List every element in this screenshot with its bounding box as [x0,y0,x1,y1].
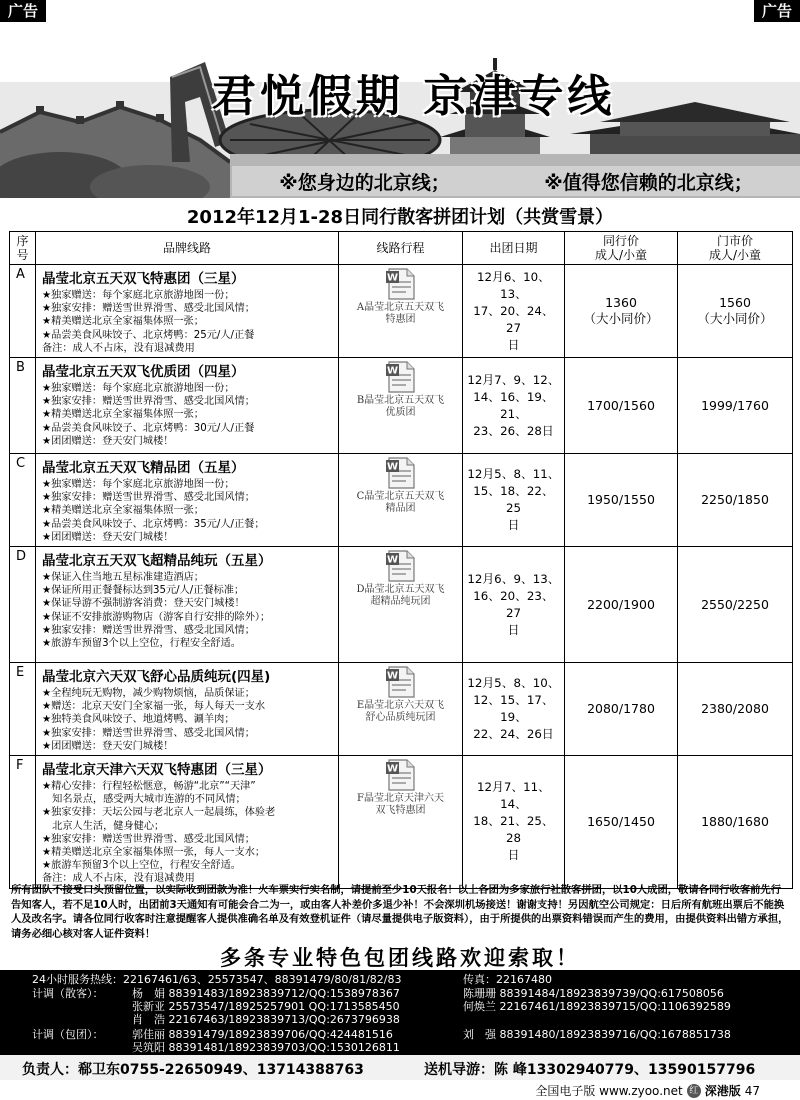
header-retail-price: 门市价 成人/小童 [678,232,793,265]
right-contact-liu: 刘 强 88391480/18923839716/QQ:1678851738 [463,1028,731,1041]
feature-item: ★品尝美食风味饺子、北京烤鸭：30元/人/正餐 [42,422,255,434]
fax-number: 传真：22167480 [463,973,552,986]
retail-price: 2250/1850 [678,454,793,547]
departure-dates: 12月7、11、14、 18、21、25、28 日 [463,756,565,889]
feature-item: 备注：成人不占床，没有退减费用 [42,873,195,885]
feature-item: ★保证导游不强制游客消费：登天安门城楼！ [42,598,245,610]
tour-schedule-table [9,231,793,889]
tour-name: 晶莹北京天津六天双飞特惠团（三星） [42,762,272,779]
row-index: E [10,663,36,756]
feature-item: ★精美赠送北京全家福集体照一张，每人一支水； [42,847,266,859]
feature-item: ★品尝美食风味饺子、北京烤鸭：25元/人/正餐 [42,329,255,341]
retail-price: 1999/1760 [678,358,793,454]
svg-text:W: W [386,554,398,566]
row-index: D [10,547,36,663]
feature-item: ★全程纯玩无购物，减少购物烦恼，品质保证； [42,688,255,700]
feature-item: ★保证所用正餐餐标达到35元/人/正餐标准； [42,585,245,597]
row-index: B [10,358,36,454]
feature-item: ★团团赠送：登天安门城楼！ [42,531,174,543]
peer-price: 1360 （大小同价） [565,265,678,358]
service-hotline: 24小时服务热线：22167461/63、25573547、88391479/80/81/82/83 [32,973,402,986]
ad-label-right: 广告 [754,0,800,22]
page-number: 47 [744,1083,760,1098]
header-brand: 品牌线路 [36,232,339,265]
slogan-bar [232,166,800,196]
sanke-label: 计调（散客）： [32,987,104,1000]
departure-dates: 12月6、9、13、 16、20、23、27 日 [463,547,565,663]
feature-item: ★独家赠送：每个家庭北京旅游地图一份； [42,383,235,395]
peer-price: 1700/1560 [565,358,678,454]
tour-name: 晶莹北京六天双飞舒心品质纯玩(四星) [42,669,271,686]
feature-item: ★旅游车预留3个以上空位，行程安全舒适。 [42,860,241,872]
feature-item: ★独家赠送：每个家庭北京旅游地图一份； [42,290,235,301]
right-contact: 何焕兰 22167461/18923839715/QQ:1106392589 [463,1000,731,1013]
word-document-icon [386,759,416,791]
route-doc-label[interactable]: A晶莹北京五天双飞 特惠团 [356,302,445,325]
svg-text:W: W [386,763,398,775]
header-peer-price: 同行价 成人/小童 [565,232,678,265]
baotuan-label: 计调（包团）： [32,1028,104,1041]
peer-price: 2080/1780 [565,663,678,756]
footer-contacts [0,1055,800,1080]
sanke-contact: 张新亚 25573547/18925257901 QQ:1713585450 [132,1000,400,1013]
route-doc-label[interactable]: B晶莹北京五天双飞 优质团 [356,395,445,419]
svg-text:W: W [386,365,398,377]
departure-dates: 12月7、9、12、 14、16、19、21、 23、26、28日 [463,358,565,454]
terms-notes: 所有团队不接受口头预留位置，以实际收到团款为准！火车票实行实名制，请提前至少10天报名！以上各团为多家旅行社散客拼团，以10人成团，敬请各同行收客前先行告知客人，若不足10人时，出团前3天通知有可能会合二为一，或由客人补差价多退少补！不会深圳机场接送！谢谢支持！另因航空公司规定：日后所有航班出票后不能换人及改名字。请各位同行收客时注意提醒客人提供准确名单及有效登机证件（请尽量提供电子版资料），由于所提供的出票资料错误而产生的费用，由提供资料出错方承担，请务必细心核对客人证件资料！ [11,884,789,940]
feature-item: ★品尝美食风味饺子、北京烤鸭：35元/人/正餐； [42,518,265,530]
retail-price: 1560 （大小同价） [678,265,793,358]
route-cell[interactable] [339,663,463,756]
feature-item: 备注：成人不占床，没有退减费用 [42,342,195,354]
feature-item: ★精心安排：行程轻松惬意，畅游“北京”“天津” [42,781,256,793]
feature-item: ★独家赠送：每个家庭北京旅游地图一份； [42,479,235,491]
route-doc-label[interactable]: D晶莹北京五天双飞 超精品纯玩团 [356,584,445,608]
peer-price: 2200/1900 [565,547,678,663]
route-cell[interactable] [339,358,463,454]
brand-cell [36,454,339,547]
row-index: A [10,265,36,358]
tour-name: 晶莹北京五天双飞超精品纯玩（五星） [42,553,272,570]
route-cell[interactable] [339,756,463,889]
tour-name: 晶莹北京五天双飞优质团（四星） [42,364,245,381]
row-index: F [10,756,36,889]
welcome-banner: 多条专业特色包团线路欢迎索取！ [220,946,580,970]
feature-item: ★旅游车预留3个以上空位，行程安全舒适。 [42,638,241,650]
route-cell[interactable] [339,265,463,358]
feature-item: ★精美赠送北京全家福集体照一张； [42,316,204,328]
word-document-icon [386,550,416,582]
table-row [10,756,793,889]
svg-text:W: W [386,670,398,682]
retail-price: 2380/2080 [678,663,793,756]
banner [0,22,800,198]
brand-cell [36,547,339,663]
tour-name: 晶莹北京五天双飞特惠团（三星） [42,271,245,287]
slogan-1: ※您身边的北京线； [279,171,450,194]
feature-item: ★精美赠送北京全家福集体照一张； [42,505,204,517]
departure-dates: 12月6、10、13、 17、20、24、27 日 [463,265,565,358]
baotuan-contact: 吴筑阳 88391481/18923839703/QQ:1530126811 [132,1041,400,1054]
table-header-row [10,232,793,265]
svg-text:W: W [386,461,398,473]
feature-item: ★保证不安排旅游购物店（游客自行安排的除外）； [42,611,271,623]
route-doc-label[interactable]: E晶莹北京六天双飞 舒心品质纯玩团 [356,700,445,724]
feature-item: ★独家安排：赠送雪世界滑雪、感受北国风情； [42,833,255,845]
brand-cell [36,756,339,889]
feature-item: ★独家安排：赠送雪世界滑雪、感受北国风情； [42,396,255,408]
feature-item: ★独家安排：赠送雪世界滑雪、感受北国风情； [42,727,255,739]
header-route: 线路行程 [339,232,463,265]
feature-item: ★独家安排：赠送雪世界滑雪、感受北国风情； [42,624,255,636]
tour-name: 晶莹北京五天双飞精品团（五星） [42,460,245,477]
ad-label-left: 广告 [0,0,46,22]
feature-item: 知名景点，感受两大城市连游的不同风情； [42,794,246,806]
brand-cell [36,358,339,454]
edition-info [535,1082,760,1099]
sanke-contact: 杨 娟 88391483/18923839712/QQ:1538978367 [132,987,400,1000]
manager-contact: 负责人：郗卫东0755-22650949、13714388763 [22,1062,364,1078]
edition-badge: 红 [687,1084,701,1098]
peer-price: 1650/1450 [565,756,678,889]
banner-title: 君悦假期 京津专线 [212,71,616,122]
edition-site: 全国电子版 www.zyoo.net [535,1084,683,1098]
feature-item: ★保证入住当地五星标准建造酒店； [42,572,204,584]
brand-cell [36,265,339,358]
departure-dates: 12月5、8、10、 12、15、17、19、 22、24、26日 [463,663,565,756]
table-row [10,547,793,663]
sanke-contact: 肖 浩 22167463/18923839713/QQ:2673796938 [132,1013,400,1026]
svg-text:W: W [386,272,398,284]
header-index: 序 号 [10,232,36,265]
edition-name: 深港版 [704,1084,741,1098]
guide-contact: 送机导游：陈 峰13302940779、13590157796 [424,1062,756,1078]
plan-title: 2012年12月1-28日同行散客拼团计划（共赏雪景） [186,207,614,228]
slogan-2: ※值得您信赖的北京线； [544,171,753,194]
header-dates: 出团日期 [463,232,565,265]
row-index: C [10,454,36,547]
table-row [10,454,793,547]
word-document-icon [386,268,416,300]
route-cell[interactable] [339,454,463,547]
table-row [10,663,793,756]
feature-item: 北京人生活，健身健心； [42,820,165,832]
retail-price: 1880/1680 [678,756,793,889]
feature-item: ★赠送：北京天安门全家福一张，每人每天一支水 [42,701,266,713]
departure-dates: 12月5、8、11、 15、18、22、25 日 [463,454,565,547]
word-document-icon [386,666,416,698]
feature-item: ★独家安排：天坛公园与老北京人一起晨练，体验老 [42,807,276,819]
feature-item: ★独家安排：赠送雪世界滑雪、感受北国风情； [42,492,255,504]
table-row [10,358,793,454]
feature-item: ★独特美食风味饺子、地道烤鸭、涮羊肉； [42,714,235,726]
word-document-icon [386,457,416,489]
contact-panel [0,970,800,1055]
baotuan-contact: 郭佳丽 88391479/18923839706/QQ:424481516 [132,1028,393,1041]
route-doc-label[interactable]: F晶莹北京天津六天 双飞特惠团 [357,793,444,817]
right-contact: 陈珊珊 88391484/18923839739/QQ:617508056 [463,987,724,1000]
word-document-icon [386,361,416,393]
table-row [10,265,793,358]
feature-item: ★团团赠送：登天安门城楼！ [42,740,174,752]
retail-price: 2550/2250 [678,547,793,663]
brand-cell [36,663,339,756]
feature-item: ★团团赠送：登天安门城楼！ [42,435,174,447]
feature-item: ★精美赠送北京全家福集体照一张； [42,409,204,421]
route-doc-label[interactable]: C晶莹北京五天双飞 精品团 [356,491,445,515]
route-cell[interactable] [339,547,463,663]
peer-price: 1950/1550 [565,454,678,547]
feature-item: ★独家安排：赠送雪世界滑雪、感受北国风情； [42,303,255,315]
